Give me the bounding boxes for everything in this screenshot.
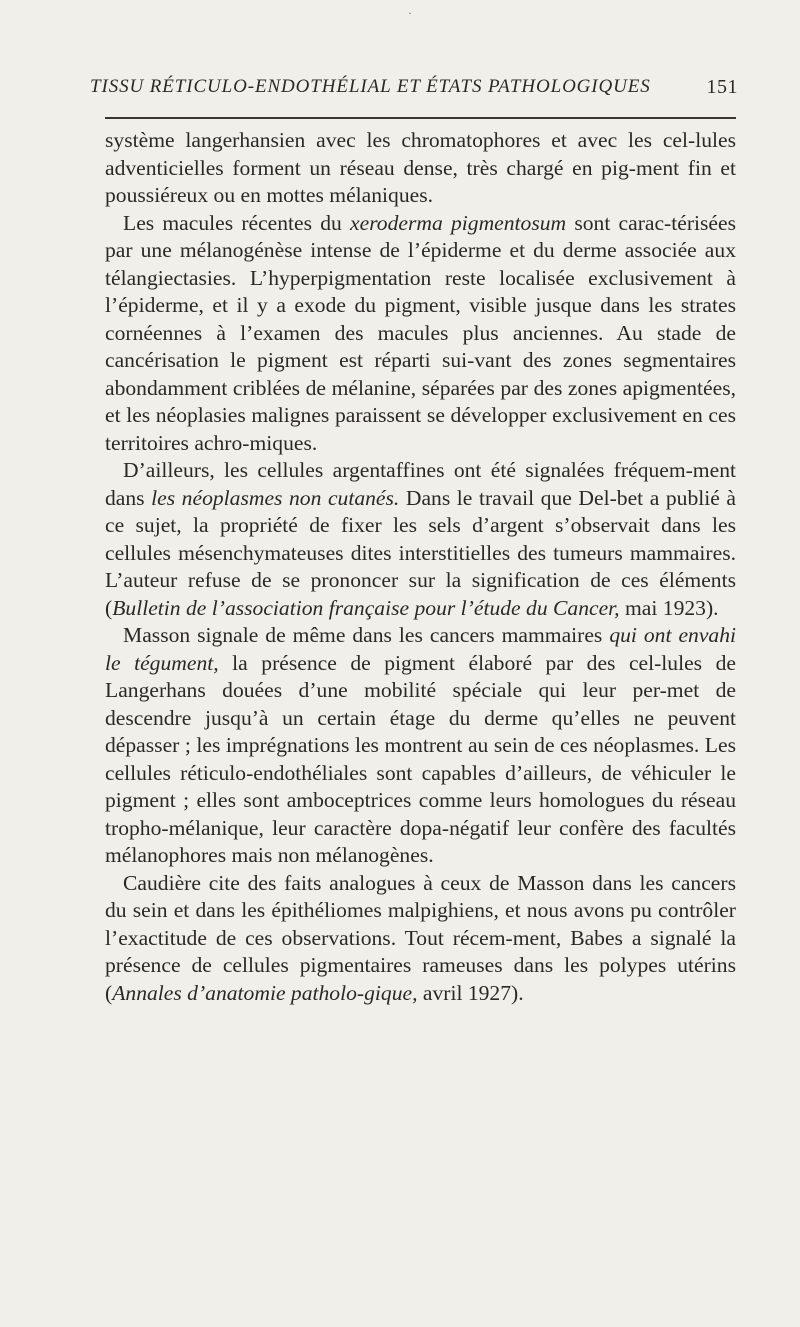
running-title: TISSU RÉTICULO-ENDOTHÉLIAL ET ÉTATS PATHOLOGIQUES	[90, 76, 651, 97]
text-run: Caudière cite des faits analogues à ceux de Masson dans les cancers du sein et dans les épithéliomes malpighiens, et nous avons pu contrôler l’exactitude de ces observations. Tout récem-ment, Babes a signalé la présence de cellules pigmentaires rameuses dans les polypes utérins (	[105, 870, 736, 1005]
page-number: 151	[706, 76, 738, 98]
paragraph	[105, 127, 736, 210]
paragraph	[105, 457, 736, 622]
text-run: système langerhansien avec les chromatophores et avec les cel-lules adventicielles forment un réseau dense, très chargé en pig-ment fin et poussiéreux ou en mottes mélaniques.	[105, 128, 736, 207]
paragraph	[105, 870, 736, 1008]
text-run: Les macules récentes du	[123, 210, 351, 235]
print-speck: ·	[408, 6, 412, 20]
italic-text: xeroderma pigmentosum	[350, 210, 567, 235]
italic-text: les néoplasmes non cutanés.	[151, 485, 400, 510]
header-rule	[105, 117, 736, 119]
italic-text: Annales d’anatomie patholo-gique,	[112, 980, 418, 1005]
italic-text: Bulletin de l’association française pour l’étude du Cancer,	[112, 595, 620, 620]
text-run: D’ailleurs, les cellules argentaffines ont été signalées fréquem-ment dans	[105, 458, 736, 510]
body-text	[105, 127, 736, 1007]
text-run: Masson signale de même dans les cancers mammaires	[123, 623, 610, 647]
text-run: Dans le travail que Del-bet a publié à ce sujet, la propriété de fixer les sels d’argent s’observait dans les cellules mésenchymateuses dites interstitielles des tumeurs mammaires. L’auteur refuse de se prononcer sur la signification de ces éléments (	[105, 485, 736, 620]
italic-text: qui ont envahi le tégument,	[105, 623, 737, 675]
paragraph	[105, 622, 736, 870]
text-run: la présence de pigment élaboré par des cel-lules de Langerhans douées d’une mobilité spéciale qui leur per-met de descendre jusqu’à un certain étage du derme qu’elles ne peuvent dépasser ; les imprégnations les montrent au sein de ces néoplasmes. Les cellules réticulo-endothéliales sont capables d’ailleurs, de véhiculer le pigment ; elles sont amboceptrices comme leurs homologues du réseau tropho-mélanique, leur caractère dopa-négatif leur confère des facultés mélanophores mais non mélanogènes.	[105, 650, 736, 867]
running-header	[90, 76, 738, 108]
paragraph	[105, 210, 736, 458]
text-run: avril 1927).	[417, 980, 524, 1005]
text-run: mai 1923).	[619, 595, 719, 620]
text-run: sont carac-térisées par une mélanogénèse intense de l’épiderme et du derme associée aux télangiectasies. L’hyperpigmentation reste localisée exclusivement à l’épiderme, et il y a exode du pigment, visible jusque dans les strates cornéennes à l’examen des macules plus anciennes. Au stade de cancérisation le pigment est réparti sui-vant des zones segmentaires abondamment criblées de mélanine, séparées par des zones apigmentées, et les néoplasies malignes paraissent se développer exclusivement en ces territoires achro-miques.	[105, 210, 736, 455]
